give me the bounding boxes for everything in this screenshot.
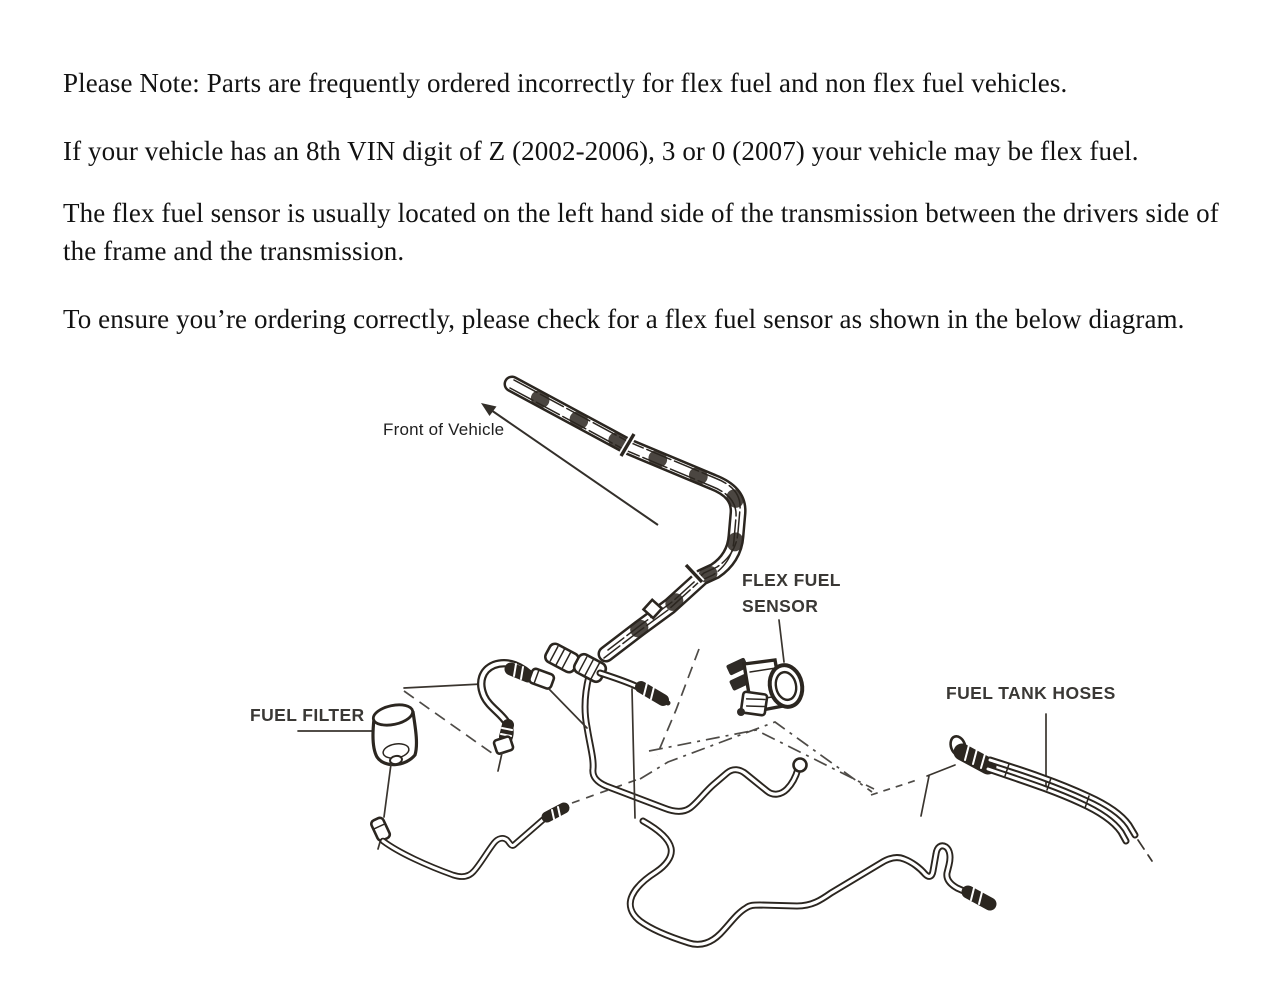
- flex-fuel-sensor-label-line1: FLEX FUEL: [742, 570, 841, 590]
- fuel-tank-hoses-drawing: [948, 714, 1152, 861]
- note-paragraph: Please Note: Parts are frequently ordered incorrectly for flex fuel and non flex fuel vehicles.: [63, 68, 1068, 98]
- left-fuel-hose: [481, 663, 587, 771]
- ensure-paragraph: To ensure you’re ordering correctly, please check for a flex fuel sensor as shown in the below diagram.: [63, 304, 1185, 334]
- s-line-end-fitting: [794, 759, 807, 772]
- fuel-line-bundle: [510, 380, 740, 658]
- vin-paragraph: If your vehicle has an 8th VIN digit of Z (2002-2006), 3 or 0 (2007) your vehicle may be flex fuel.: [63, 136, 1139, 166]
- filter-outlet-line: [383, 807, 564, 877]
- flex-fuel-sensor-label-line2: SENSOR: [742, 596, 819, 616]
- hose-end-cap: [493, 736, 513, 755]
- lower-fuel-line: [630, 689, 990, 944]
- fuel-tank-hoses-label: FUEL TANK HOSES: [946, 683, 1116, 703]
- location-paragraph: The flex fuel sensor is usually located on the left hand side of the transmission between the drivers side of the frame and the transmission.: [63, 198, 1219, 266]
- hose-elbow-fitting: [528, 668, 555, 690]
- flex-fuel-sensor-leader: [779, 620, 784, 662]
- flex-fuel-sensor-drawing: [726, 620, 806, 716]
- front-of-vehicle-label: Front of Vehicle: [383, 420, 505, 439]
- flex-fuel-sensor-label: [742, 567, 841, 619]
- outlet-line-end-fitting: [547, 808, 564, 817]
- filter-outlet-fitting: [370, 816, 391, 841]
- fuel-filter-label: FUEL FILTER: [250, 705, 365, 725]
